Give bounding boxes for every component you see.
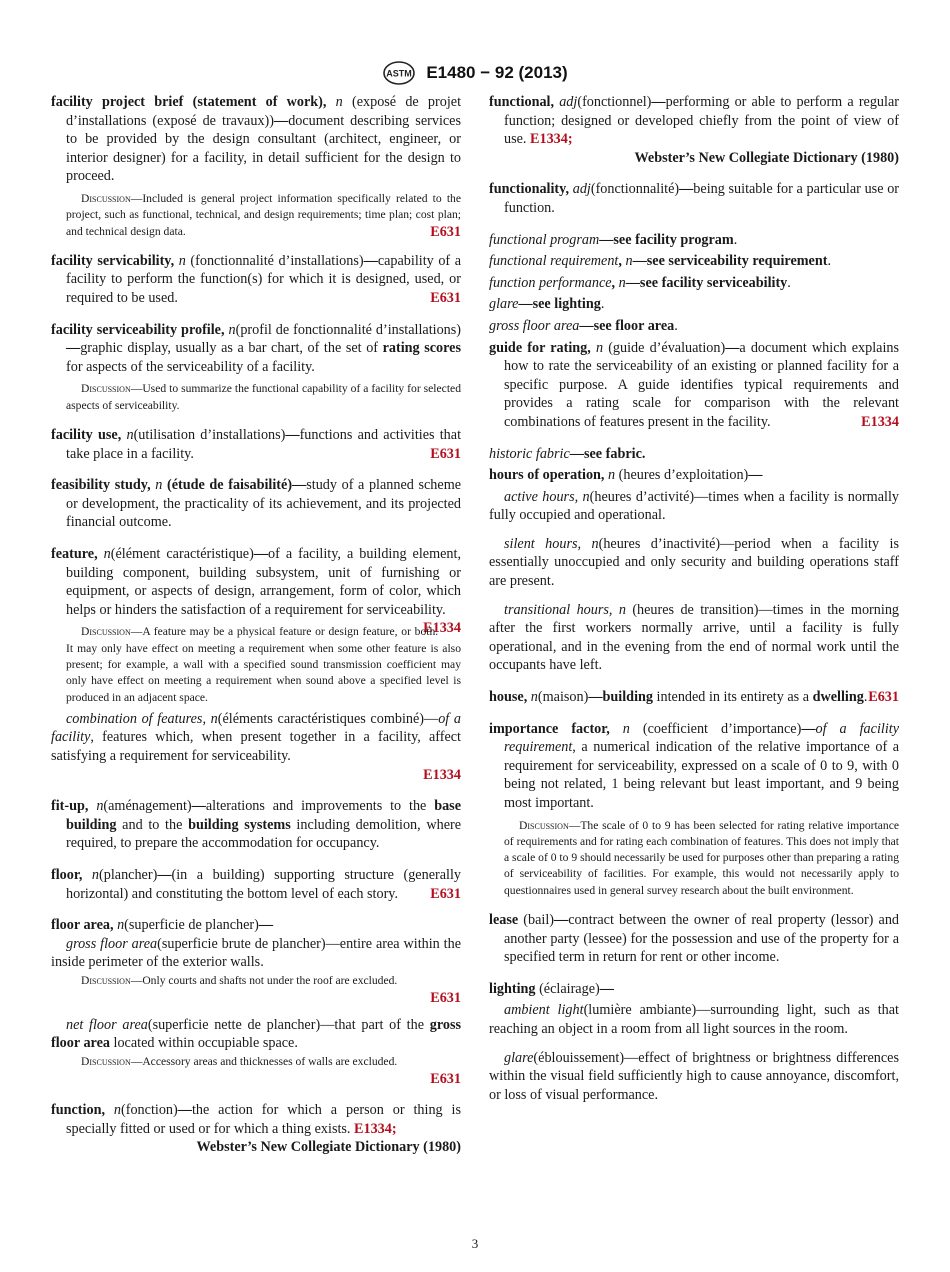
see-target[interactable]: lighting	[554, 296, 601, 313]
definition: capability of a facility to perform the function(s) for which it is designed, used, or required to be used.	[66, 252, 462, 307]
definition: the action for which a person or thing is specially fitted or used or for which a thing exists.	[66, 1101, 462, 1137]
see-label: —see	[632, 253, 665, 270]
see-term: function performance	[489, 274, 612, 291]
astm-logo-icon	[382, 60, 416, 86]
discussion-note	[51, 1054, 461, 1070]
french-term: (profil de fonctionnalité d’installations)	[235, 321, 462, 338]
term: house,	[489, 689, 528, 706]
dash: —	[66, 340, 81, 357]
french-term: (superficie brute de plancher)	[157, 935, 326, 952]
sub-entry-transitional-hours	[489, 601, 899, 675]
punct: .	[827, 253, 832, 270]
definition: (heures d’inactivité)—period when a facility is essentially unoccupied and only security and building operations staff are present.	[489, 535, 899, 590]
definition: intended in its entirety as a	[656, 689, 810, 706]
dash: —	[363, 252, 378, 269]
sub-term: gross floor area	[66, 935, 158, 952]
definition-cont: including demolition, where required, to prepare the accommodation for occupancy.	[66, 816, 462, 852]
reference-line	[51, 1070, 461, 1089]
entry-guide-for-rating	[489, 339, 899, 432]
see-target[interactable]: floor area	[615, 317, 675, 334]
definition: —that part of the	[320, 1016, 425, 1033]
discussion-label: Discussion	[81, 191, 131, 205]
dash: —	[285, 427, 300, 444]
term: facility servicability,	[51, 252, 175, 269]
term: functionality,	[489, 181, 570, 198]
term: function,	[51, 1101, 105, 1118]
reference-link[interactable]: E631	[430, 445, 461, 462]
cross-ref-term: dwelling	[812, 689, 864, 706]
qualifier: of a facility requirement	[504, 720, 900, 756]
see-functional-program	[489, 231, 899, 250]
cross-ref-term: building	[602, 689, 653, 706]
french-term: (plancher)	[99, 867, 158, 883]
part-of-speech: n	[618, 274, 626, 291]
see-term: historic fabric	[489, 445, 570, 462]
sub-term: silent hours, n	[504, 535, 599, 552]
dash: —	[157, 867, 172, 883]
punct: .	[674, 317, 678, 334]
reference-link[interactable]: E631	[430, 885, 461, 902]
punct: .	[787, 274, 791, 291]
see-target[interactable]: serviceability requirement	[668, 253, 828, 270]
left-column	[51, 93, 461, 1157]
definition-cont: located within occupiable space.	[113, 1035, 298, 1052]
definition: (in a building) supporting structure (generally horizontal) and constituting the bottom level of each story.	[66, 867, 461, 902]
part-of-speech: n	[113, 1101, 122, 1118]
reference-line	[51, 989, 461, 1008]
discussion-note	[51, 973, 461, 989]
discussion-label: Discussion	[81, 973, 131, 987]
punct: ,	[611, 274, 619, 291]
sub-entry-ambient-light	[489, 1001, 899, 1038]
discussion-label: Discussion	[81, 625, 131, 639]
french-term: (superficie de plancher)	[124, 917, 259, 934]
term: feature,	[51, 545, 98, 562]
dash: —	[191, 798, 206, 815]
sub-entry-net-floor-area	[51, 1016, 461, 1053]
sub-term: combination of features,	[66, 710, 206, 727]
see-label: —see	[579, 317, 612, 334]
entry-facility-project-brief	[51, 93, 461, 186]
see-term: glare	[489, 296, 519, 313]
term: feasibility study,	[51, 477, 151, 494]
sub-term: ambient light	[504, 1002, 584, 1019]
part-of-speech: n	[228, 321, 236, 338]
definition: a document which explains how to rate the serviceability of an existing or planned facility for a specific purpose. A guide identifies typical requirements and provides a rating scale for comparison with the relevant combinations of features present in the facility.	[504, 339, 900, 430]
punct: ,	[618, 253, 626, 270]
part-of-speech: n	[103, 545, 111, 562]
term: functional,	[489, 94, 555, 110]
part-of-speech: n	[117, 917, 125, 934]
term: facility use,	[51, 427, 122, 444]
definition: contract between the owner of real property (lessor) and another party (lessee) for the possession and use of the property for a specified term in return for rent or other income.	[504, 912, 900, 966]
page-header	[0, 60, 950, 82]
part-of-speech: adj	[559, 94, 578, 110]
dash: —	[651, 94, 666, 110]
french-term: (guide d’évaluation)	[608, 339, 726, 356]
punct: .	[600, 296, 605, 313]
term: facility serviceability profile,	[51, 321, 225, 338]
definition: (éblouissement)—effect of brightness or brightness differences within the visual field sufficiently high to cause annoyance, discomfort, or loss of visual performance.	[489, 1049, 899, 1103]
sub-entry-gross-floor-area	[51, 935, 461, 972]
definition: graphic display, usually as a bar chart, of the set of	[80, 340, 379, 357]
reference-link[interactable]: E631	[430, 223, 461, 240]
reference-link[interactable]: E631	[430, 990, 461, 1007]
right-column	[489, 93, 899, 1114]
discussion-text: —Used to summarize the functional capability of a facility for selected aspects of serviceability.	[66, 382, 461, 412]
reference-link[interactable]: E631	[430, 290, 461, 307]
reference-link[interactable]: E1334	[423, 620, 461, 637]
term: hours of operation,	[489, 467, 605, 484]
discussion-note	[66, 624, 461, 705]
discussion-label: Discussion	[81, 1055, 131, 1069]
dash: —	[748, 467, 763, 484]
punct: .	[863, 689, 868, 706]
entry-facility-use	[51, 426, 461, 463]
entry-function	[51, 1101, 461, 1138]
entry-lighting	[489, 980, 899, 999]
sub-entry-silent-hours	[489, 535, 899, 591]
sub-term: active hours, n	[504, 488, 590, 505]
reference-link[interactable]: E631	[430, 1071, 461, 1088]
astm-logo-text: ASTM	[386, 68, 413, 79]
see-label: —see	[569, 445, 603, 462]
definition: of a facility, a building element, building component, building subsystem, unit of furnishing or equipment, or aspects of design, arrangement, form of color, which helps or hinders the satisfaction of a requirement for serviceability.	[66, 545, 462, 618]
french-term: (fonctionnel)	[577, 94, 652, 110]
discussion-text: —Included is general project information specifically related to the project, such as functional, technical, and design requirements; time plan; cost plan; and technical design data.	[66, 191, 461, 238]
cross-ref-term: base building	[66, 798, 462, 833]
french-term: (fonctionnalité d’installations)	[190, 252, 364, 269]
discussion-label: Discussion	[519, 818, 569, 832]
definition: functions and activities that take place in a facility.	[66, 427, 462, 462]
definition: document describing services to be provided by the design consultant (architect, engineer, or interior designer) for a facility, in detail sufficient for the design to proceed.	[66, 112, 461, 185]
discussion-note	[66, 191, 461, 240]
entry-fit-up	[51, 797, 461, 853]
french-term: (coefficient d’importance)	[642, 720, 802, 737]
dash: —	[292, 477, 307, 494]
cross-ref-term: gross floor area	[51, 1016, 462, 1052]
reference-link[interactable]: E1334	[861, 413, 899, 430]
reference-link[interactable]: E1334	[423, 766, 461, 783]
see-term: functional requirement	[489, 253, 619, 270]
term: facility project brief (statement of work),	[51, 94, 327, 110]
part-of-speech: n	[178, 252, 186, 269]
french-term: (fonction)	[121, 1101, 178, 1118]
source-citation: Webster’s New Collegiate Dictionary (1980)	[196, 1139, 461, 1156]
see-historic-fabric	[489, 445, 899, 464]
part-of-speech: n	[595, 339, 604, 356]
discussion-text: —The scale of 0 to 9 has been selected for rating relative importance of requirements and for rating each combination of features. This does not imply that a scale of 0 to 9 should necessarily be used for purposes other than preparing a rating of serviceability of facilities. For example, this would not necessarily apply to questionnaires used in general survey research about the built environment.	[504, 818, 899, 897]
entry-feasibility-study	[51, 476, 461, 532]
dash: —	[554, 912, 569, 929]
entry-floor-area	[51, 916, 461, 935]
definition: , a numerical indication of the relative importance of a requirement for serviceability, expressed on a scale of 0 to 9, with 0 being not related, 1 being relevant but least important, and 9 being most important.	[504, 739, 899, 811]
dash: —	[253, 545, 268, 562]
source-citation: Webster’s New Collegiate Dictionary (1980)	[634, 149, 899, 166]
french-term: (éclairage)	[539, 980, 600, 997]
see-label: —see	[518, 296, 551, 313]
entry-functional	[489, 93, 899, 149]
french-term: (utilisation d’installations)	[133, 427, 286, 444]
dash: —	[274, 112, 289, 129]
discussion-text: —Accessory areas and thicknesses of walls are excluded.	[130, 1055, 398, 1069]
term: fit-up,	[51, 798, 89, 815]
discussion-note	[504, 818, 899, 899]
entry-lease	[489, 911, 899, 967]
document-id: E1480 − 92 (2013)	[426, 63, 568, 82]
cross-ref-term: building systems	[188, 816, 291, 833]
part-of-speech: n	[155, 477, 163, 494]
entry-importance-factor	[489, 720, 899, 813]
term: guide for rating,	[489, 339, 591, 356]
part-of-speech: n	[622, 720, 630, 737]
french-term: (exposé de projet d’installations (exposé de travaux))	[66, 94, 462, 129]
part-of-speech: n	[210, 710, 218, 727]
definition: alterations and improvements to the	[205, 798, 427, 815]
french-term: (élément caractéristique)	[110, 545, 254, 562]
definition-cont: for aspects of the serviceability of a facility.	[66, 358, 315, 375]
see-target[interactable]: facility serviceability	[661, 274, 788, 291]
sub-term: net floor area	[66, 1016, 148, 1033]
sub-entry-combination-of-features	[51, 710, 461, 766]
entry-house	[489, 688, 899, 707]
part-of-speech: n	[96, 798, 104, 815]
cross-ref-term: rating scores	[382, 340, 462, 357]
discussion-text: —Only courts and shafts not under the roof are excluded.	[130, 973, 398, 987]
sub-term: transitional hours, n	[504, 601, 626, 618]
discussion-label: Discussion	[81, 382, 131, 396]
dash: —	[588, 689, 603, 706]
page-number: 3	[471, 1236, 479, 1251]
entry-hours-of-operation	[489, 466, 899, 485]
part-of-speech: adj	[572, 181, 591, 198]
french-term: (maison)	[537, 689, 589, 706]
french-term: (étude de faisabilité)	[166, 477, 293, 494]
reference-line	[489, 149, 899, 168]
part-of-speech: n	[625, 253, 633, 270]
definition: being suitable for a particular use or function.	[504, 181, 900, 216]
reference-link[interactable]: E1334;	[530, 131, 573, 148]
see-target[interactable]: facility program	[635, 231, 734, 248]
reference-line	[51, 1138, 461, 1157]
see-gross-floor-area	[489, 317, 899, 336]
dash: —	[258, 917, 274, 934]
french-term: (heures d’exploitation)	[618, 467, 749, 484]
part-of-speech: n	[608, 467, 616, 484]
see-term: gross floor area	[489, 317, 580, 334]
see-functional-requirement	[489, 252, 899, 271]
definition-cont: and to the	[122, 816, 183, 833]
part-of-speech: n	[91, 867, 100, 883]
see-function-performance	[489, 274, 899, 293]
dash: —	[177, 1101, 192, 1118]
french-term: (éléments caractéristiques combiné)—	[217, 710, 439, 727]
entry-facility-serviceability-profile	[51, 321, 461, 377]
discussion-note	[66, 381, 461, 414]
see-label: —see	[625, 274, 659, 291]
reference-line	[51, 766, 461, 785]
part-of-speech: n	[530, 689, 538, 706]
definition: (heures de transition)—times in the morning after the first workers normally arrive, until a facility is fully operational, and in the evening from the end of normal work until the occupants have left.	[489, 601, 900, 674]
french-term: (superficie nette de plancher)	[147, 1016, 321, 1033]
part-of-speech: n	[335, 94, 343, 110]
sub-term: glare	[504, 1049, 534, 1066]
dash: —	[679, 181, 694, 198]
discussion-text: —A feature may be a physical feature or design feature, or both. It may only have effect on meeting a requirement when some other feature is also present; for example, a wall with a specified sound transmission coefficient may only have effect on meeting a requirement when sound above a specified level is produced in an adjacent space.	[66, 625, 461, 704]
term: importance factor,	[489, 720, 610, 737]
entry-facility-servicability	[51, 252, 461, 308]
reference-link[interactable]: E1334;	[354, 1120, 397, 1137]
see-target[interactable]: fabric.	[605, 445, 646, 462]
term: floor area,	[51, 917, 114, 934]
french-term: (aménagement)	[103, 798, 192, 815]
definition: —entire area within the inside perimeter of the exterior walls.	[51, 935, 461, 971]
dash: —	[725, 339, 740, 356]
see-label: —see	[599, 231, 632, 248]
sub-entry-glare	[489, 1049, 899, 1105]
term: lease	[489, 912, 519, 929]
sub-entry-active-hours	[489, 488, 899, 525]
definition: performing or able to perform a regular function; designed or developed chiefly from the point of view of use.	[504, 94, 899, 148]
entry-functionality	[489, 180, 899, 217]
french-term: (fonctionnalité)	[590, 181, 680, 198]
term: lighting	[489, 980, 536, 997]
french-term: (bail)	[523, 912, 555, 929]
qualifier: of a facility	[51, 710, 461, 746]
definition: (lumière ambiante)—surrounding light, such as that reaching an object in a room from all light sources in the room.	[489, 1002, 899, 1038]
reference-link[interactable]: E631	[868, 689, 899, 706]
see-glare	[489, 295, 899, 314]
dash: —	[801, 720, 816, 737]
dash: —	[599, 980, 614, 997]
part-of-speech: n	[126, 427, 134, 444]
definition: , features which, when present together in a facility, affect satisfying a requirement for serviceability.	[51, 729, 461, 765]
term: floor,	[51, 867, 83, 883]
entry-floor	[51, 866, 461, 903]
see-term: functional program	[489, 231, 600, 248]
definition: (heures d’activité)—times when a facility is normally fully occupied and operational.	[489, 488, 899, 524]
definition: study of a planned scheme or development, the practicality of its achievement, and its projected financial outcome.	[66, 477, 462, 531]
punct: .	[733, 231, 738, 248]
